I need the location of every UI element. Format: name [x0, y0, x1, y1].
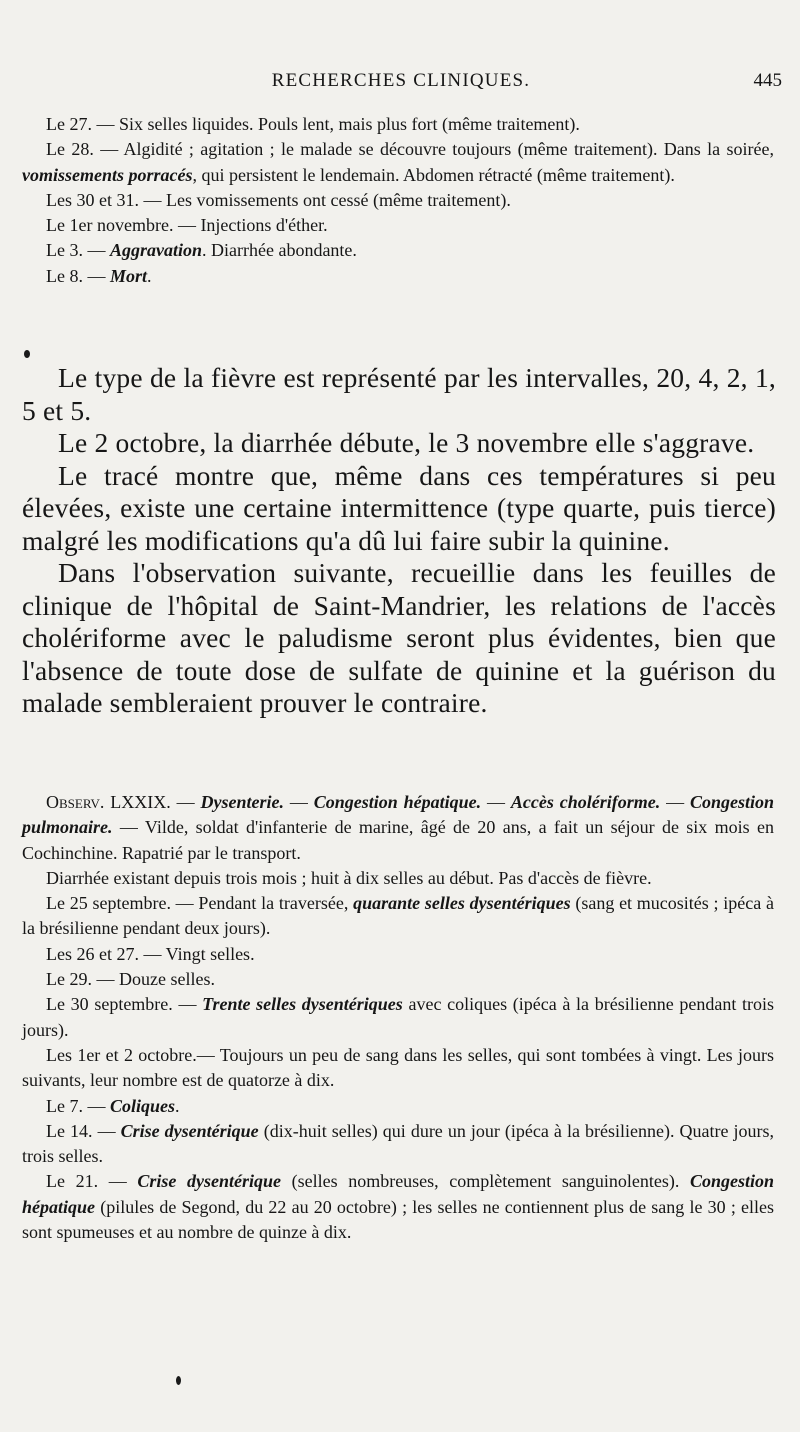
paragraph: Le 14. — Crise dysentérique (dix-huit selles) qui dure un jour (ipéca à la brésilienne). Quatre jours, trois selles. [22, 1120, 775, 1167]
paragraph: Dans l'observation suivante, recueillie dans les feuilles de clinique de l'hôpital de Saint-Mandrier, les relations de l'accès cholériforme avec le paludisme seront plus évidentes, bien que l'absence de toute dose de sulfate de quinine et la guérison du malade sembleraient prouver le contraire. [22, 557, 776, 718]
ink-spot [24, 350, 30, 358]
paragraph: Les 1er et 2 octobre.— Toujours un peu de sang dans les selles, qui sont tombées à vingt. Les jours suivants, leur nombre est de quatorze à dix. [22, 1044, 774, 1091]
paragraph: Le type de la fièvre est représenté par les intervalles, 20, 4, 2, 1, 5 et 5. [22, 362, 776, 426]
observation-lxxix [22, 790, 774, 1245]
paragraph: Les 30 et 31. — Les vomissements ont cessé (même traitement). [46, 189, 511, 210]
paragraph: Le 21. — Crise dysentérique (selles nombreuses, complètement sanguinolentes). Congestion hépatique (pilules de Segond, du 22 au 20 octobre) ; les selles ne contiennent plus de sang le 30 ; elles sont spumeuses et au nombre de quinze à dix. [22, 1171, 775, 1243]
paragraph: Le 30 septembre. — Trente selles dysentériques avec coliques (ipéca à la brésilienne pendant trois jours). [22, 994, 774, 1040]
paragraph: Le 28. — Algidité ; agitation ; le malade se découvre toujours (même traitement). Dans la soirée, vomissements porracés, qui persistent le lendemain. Abdomen rétracté (même traitement). [22, 139, 774, 185]
paragraph: Les 26 et 27. — Vingt selles. [46, 943, 255, 964]
paragraph: Le 27. — Six selles liquides. Pouls lent, mais plus fort (même traitement). [46, 114, 580, 134]
commentary [22, 362, 776, 720]
paragraph: Le 25 septembre. — Pendant la traversée, quarante selles dysentériques (sang et mucosités ; ipéca à la brésilienne pendant deux jours). [22, 893, 774, 939]
paragraph: Diarrhée existant depuis trois mois ; huit à dix selles au début. Pas d'accès de fièvre. [46, 867, 652, 888]
page-header [20, 66, 782, 96]
paragraph: Le 7. — Coliques. [46, 1095, 180, 1116]
running-title: RECHERCHES CLINIQUES. [271, 70, 531, 91]
case-notes-continued [22, 112, 774, 289]
paragraph: Le 8. — Mort. [46, 265, 152, 286]
paragraph: Le 29. — Douze selles. [46, 969, 215, 990]
observation-heading: Observ. LXXIX. — Dysenterie. — Congestion hépatique. — Accès cholériforme. — Congestion pulmonaire. — Vilde, soldat d'infanterie de marine, âgé de 20 ans, a fait un séjour de six mois en Cochinchine. Rapatrié par le transport. [22, 792, 774, 863]
ink-spot [176, 1376, 181, 1385]
paragraph: Le 2 octobre, la diarrhée débute, le 3 novembre elle s'aggrave. [58, 427, 755, 458]
paragraph: Le tracé montre que, même dans ces températures si peu élevées, existe une certaine intermittence (type quarte, puis tierce) malgré les modifications qu'a dû lui faire subir la quinine. [22, 459, 776, 556]
paragraph: Le 1er novembre. — Injections d'éther. [46, 215, 328, 236]
paragraph: Le 3. — Aggravation. Diarrhée abondante. [46, 240, 357, 261]
page-number: 445 [753, 70, 782, 91]
